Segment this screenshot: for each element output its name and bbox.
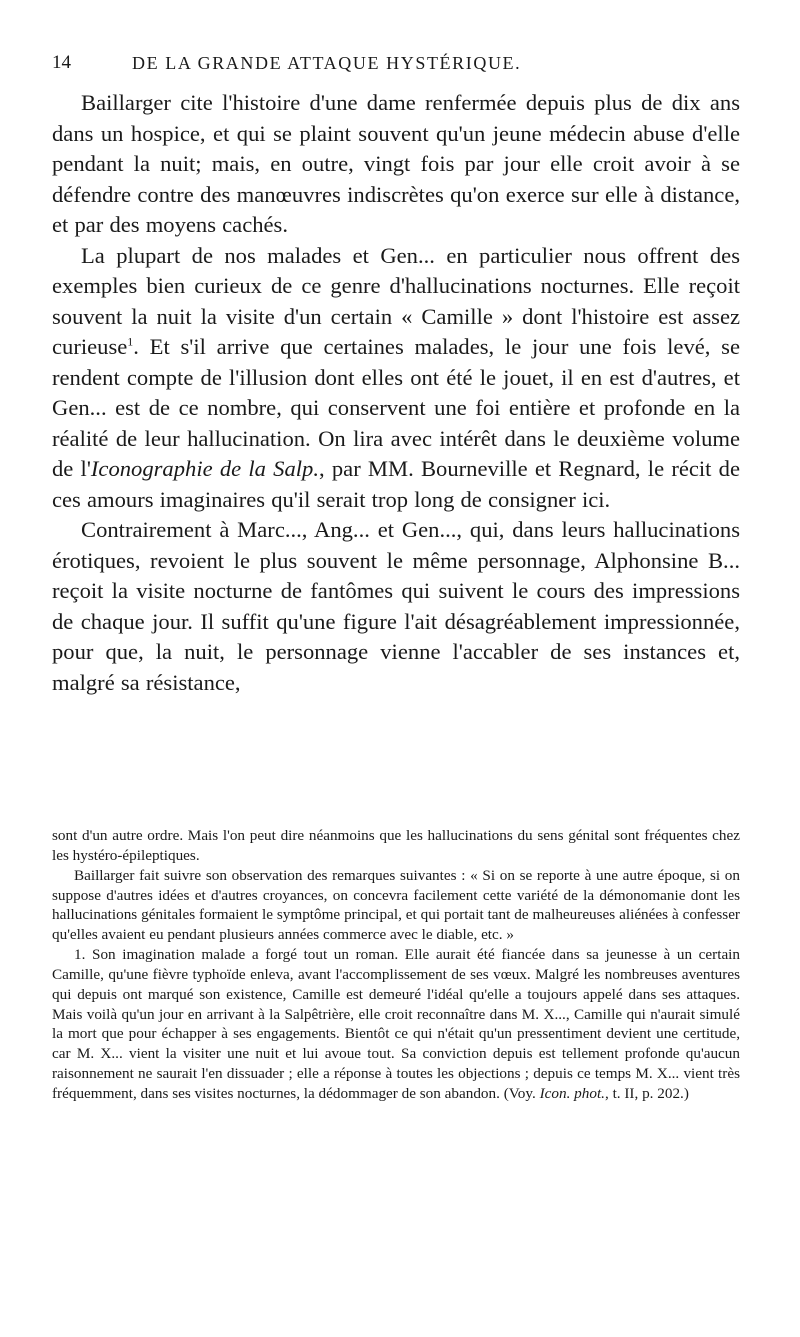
footnote-1-citation: Icon. phot. xyxy=(539,1084,605,1102)
footnotes xyxy=(52,826,740,1104)
paragraph-gen-text-a: La plupart de nos malades et Gen... en particulier nous offrent des exemples bien curieux de ce genre d'hallucinations nocturnes. Elle reçoit souvent la nuit la visite d'un certain « Camille » dont l'histoire est assez curieuse xyxy=(52,242,740,359)
footnote-1 xyxy=(52,945,740,1104)
paragraph-gen-text-c: , par MM. Bourneville et Regnard, le récit de ces amours imaginaires qu'il serait trop long de consigner ici. xyxy=(52,456,740,512)
running-head xyxy=(52,52,740,82)
note-continuation: sont d'un autre ordre. Mais l'on peut dire néanmoins que les hallucinations du sens génital sont fréquentes chez les hystéro-épileptiques. xyxy=(52,827,740,864)
paragraph-gen xyxy=(52,241,740,516)
main-text xyxy=(52,88,740,698)
paragraph-gen-text-b: . Et s'il arrive que certaines malades, le jour une fois levé, se rendent compte de l'illusion dont elles ont été le jouet, il en est d'autres, et Gen... est de ce nombre, qui conservent une foi entière et profonde en la réalité de leur hallucination. On lira avec intérêt dans le deuxième volume de l' xyxy=(52,334,740,481)
footnote-ref-1[interactable]: 1 xyxy=(127,334,134,349)
footnote-1-end: , t. II, p. 202.) xyxy=(604,1084,689,1102)
note-baillarger: Baillarger fait suivre son observation des remarques suivantes : « Si on se reporte à une autre époque, si on suppose d'autres idées et d'autres croyances, on concevra facilement cette variété de la démonomanie dont les hallucinations génitales formaient le symptôme principal, et qui portait tant de malheureuses aliénées à confesser qu'elles avaient eu pendant plusieurs années commerce avec le diable, etc. » xyxy=(52,866,740,944)
iconographie-title: Iconographie de la Salp. xyxy=(90,456,319,481)
paragraph-alphonsine: Contrairement à Marc..., Ang... et Gen..., qui, dans leurs hallucinations érotiques, revoient le plus souvent le même personnage, Alphonsine B... reçoit la visite nocturne de fantômes qui suivent le cours des impressions de chaque jour. Il suffit qu'une figure l'ait désagréablement impressionnée, pour que, la nuit, le personnage vienne l'accabler de ses instances et, malgré sa résistance, xyxy=(52,517,740,695)
running-title: DE LA GRANDE ATTAQUE HYSTÉRIQUE. xyxy=(132,53,522,73)
paragraph-baillarger: Baillarger cite l'histoire d'une dame renfermée depuis plus de dix ans dans un hospice, et qui se plaint souvent qu'un jeune médecin abuse d'elle pendant la nuit; mais, en outre, vingt fois par jour elle croit avoir à se défendre contre des manœuvres indiscrètes qu'on exerce sur elle à distance, et par des moyens cachés. xyxy=(52,90,740,237)
footnote-1-text: 1. Son imagination malade a forgé tout un roman. Elle aurait été fiancée dans sa jeunesse à un certain Camille, qu'une fièvre typhoïde enleva, avant l'accomplissement de ses vœux. Malgré les nombreuses aventures qui depuis ont marqué son existence, Camille est demeuré l'idéal qu'elle a toujours appelé dans ses attaques. Mais voilà qu'un jour en arrivant à la Salpêtrière, elle croit reconnaître dans M. X..., Camille qui n'aurait simulé la mort que pour échapper à ses engagements. Bientôt ce qui n'était qu'un pressentiment devient une certitude, car M. X... vient la visiter une nuit et lui avoue tout. Sa conviction depuis est tellement profonde qu'aucun raisonnement ne saurait l'en dissuader ; elle a réponse à toutes les objections ; depuis ce temps M. X... vient très fréquemment, dans ses visites nocturnes, la dédommager de son abandon. (Voy. xyxy=(52,946,740,1102)
page-number: 14 xyxy=(52,52,71,73)
